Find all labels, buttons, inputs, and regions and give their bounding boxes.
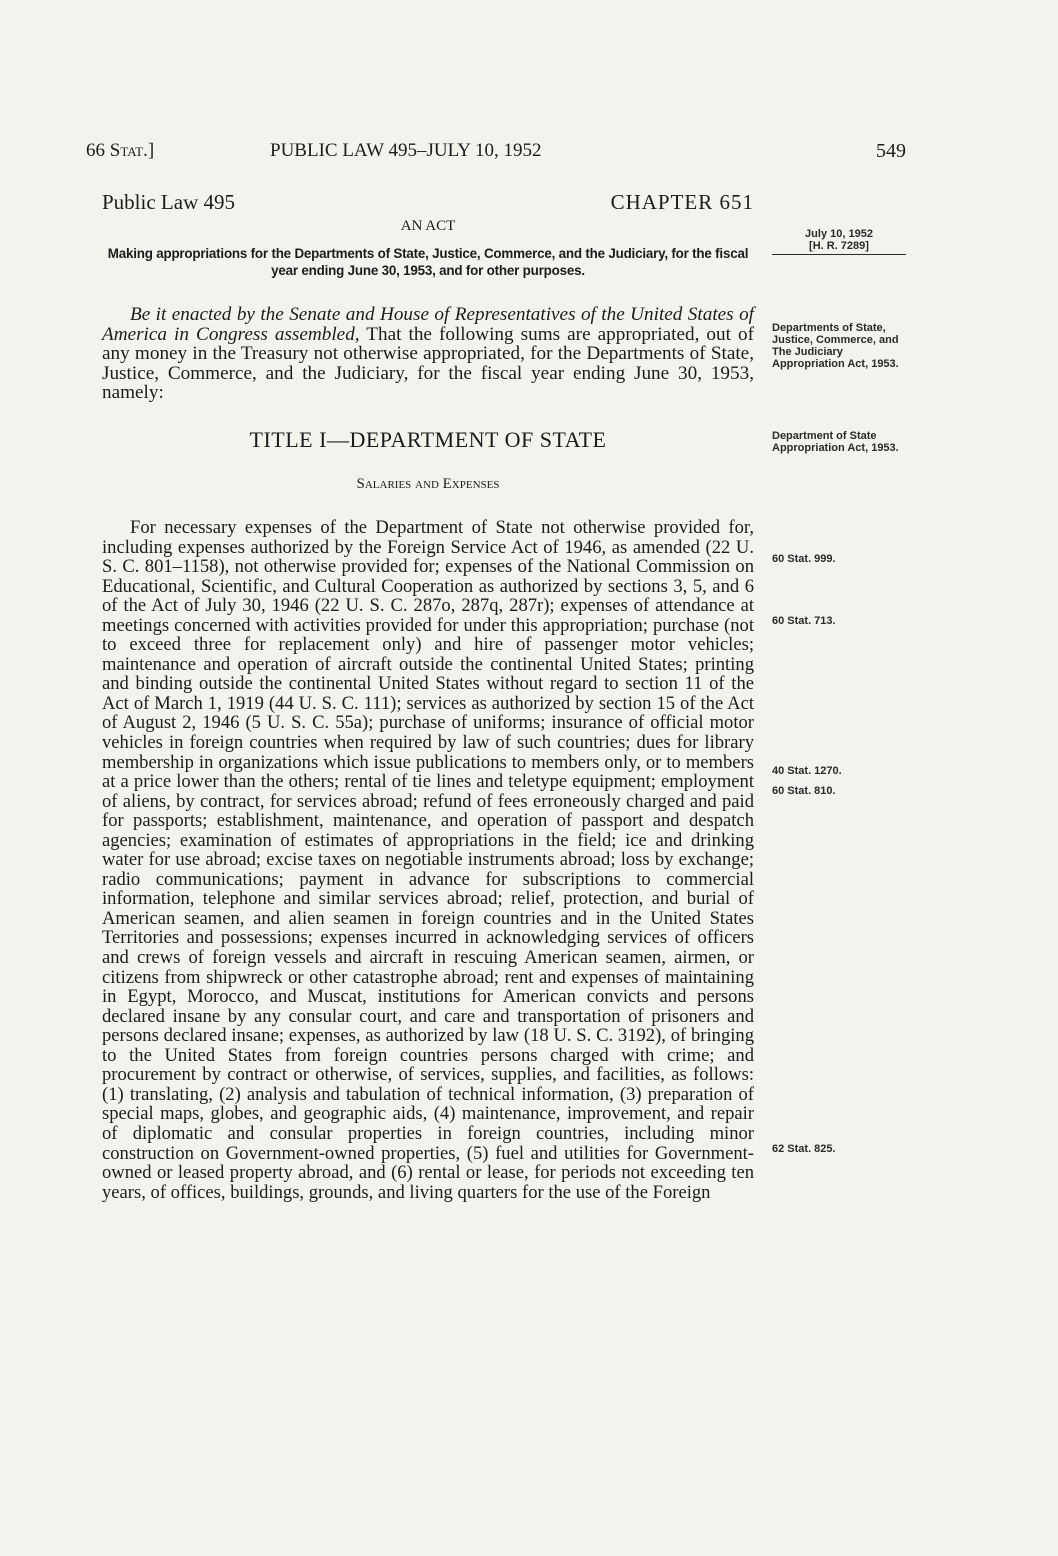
enacting-clause	[102, 305, 754, 403]
margin-note-state-act: Department of State Appropriation Act, 1953.	[772, 430, 899, 454]
margin-citation: 62 Stat. 825.	[772, 1143, 836, 1155]
margin-bill-number: [H. R. 7289]	[809, 240, 869, 252]
margin-citation: 60 Stat. 810.	[772, 785, 836, 797]
margin-citation: 60 Stat. 713.	[772, 615, 836, 627]
public-law-number: Public Law 495	[102, 190, 235, 214]
law-identifier-line	[102, 190, 754, 220]
title-heading: TITLE I—DEPARTMENT OF STATE	[249, 427, 607, 452]
running-header	[86, 140, 906, 168]
body-paragraph: For necessary expenses of the Department of State not otherwise provided for, including expenses authorized by the Foreign Service Act of 1946, as amended (22 U. S. C. 801–1158), not otherwise provided for; expenses of the National Commission on Educational, Scientific, and Cultural Cooperation as authorized by sections 3, 5, and 6 of the Act of July 30, 1946 (22 U. S. C. 287o, 287q, 287r); expenses of attendance at meetings concerned with activities provided for under this appropriation; purchase (not to exceed three for replacement only) and hire of passenger motor vehicles; maintenance and operation of aircraft outside the continental United States; printing and binding outside the continental United States without regard to section 11 of the Act of March 1, 1919 (44 U. S. C. 111); services as authorized by section 15 of the Act of August 2, 1946 (5 U. S. C. 55a); purchase of uniforms; insurance of official motor vehicles in foreign countries when required by law of such countries; dues for library membership in organizations which issue publications to members only, or to members at a price lower than the others; rental of tie lines and teletype equipment; employment of aliens, by contract, for services abroad; refund of fees erroneously charged and paid for passports; establishment, maintenance, and operation of passport and despatch agencies; examination of estimates of appropriations in the field; ice and drinking water for use abroad; excise taxes on negotiable instruments abroad; loss by exchange; radio communications; payment in advance for subscriptions to commercial information, telephone and similar services abroad; relief, protection, and burial of American seamen, and alien seamen in foreign countries and in the United States Territories and possessions; expenses incurred in acknowledging services of officers and crews of foreign vessels and aircraft in rescuing American seamen, airmen, or citizens from shipwreck or other catastrophe abroad; rent and expenses of maintaining in Egypt, Morocco, and Muscat, institutions for American convicts and persons declared insane by any consular court, and care and transportation of prisoners and persons declared insane; expenses, as authorized by law (18 U. S. C. 3192), of bringing to the United States from foreign countries persons charged with crime; and procurement by contract or otherwise, of services, supplies, and facilities, as follows: (1) translating, (2) analysis and tabulation of technical information, (3) preparation of special maps, globes, and geographic aids, (4) maintenance, improvement, and repair of diplomatic and consular properties in foreign countries, including minor construction on Government-owned properties, (5) fuel and utilities for Government-owned or leased property abroad, and (6) rental or lease, for periods not exceeding ten years, of offices, buildings, grounds, and living quarters for the use of the Foreign	[102, 517, 754, 1203]
section-heading: Salaries and Expenses	[356, 476, 500, 492]
running-title: PUBLIC LAW 495–JULY 10, 1952	[270, 140, 542, 161]
margin-date: July 10, 1952	[805, 228, 873, 240]
enacting-clause-italic: Be it enacted by the Senate and House of Representatives of the United States of America in Congress assembled,	[102, 304, 754, 345]
margin-date-block	[772, 228, 906, 255]
enacting-clause-text: That the following sums are appropriated, out of any money in the Treasury not otherwise appropriated, for the Departments of State, Justice, Commerce, and the Judiciary, for the fiscal year ending June 30, 1953, namely:	[102, 323, 754, 403]
volume-reference: 66 Stat.]	[86, 140, 155, 161]
act-purpose: Making appropriations for the Departments of State, Justice, Commerce, and the Judiciary, for the fiscal year ending June 30, 1953, and for other purposes.	[107, 246, 749, 278]
margin-citation: 60 Stat. 999.	[772, 553, 836, 565]
an-act-label: AN ACT	[400, 218, 456, 234]
page-number: 549	[876, 140, 906, 162]
margin-note-act-title: Departments of State, Justice, Commerce, and The Judiciary Appropriation Act, 1953.	[772, 322, 899, 370]
margin-citation: 40 Stat. 1270.	[772, 765, 842, 777]
chapter-number: CHAPTER 651	[610, 190, 754, 214]
